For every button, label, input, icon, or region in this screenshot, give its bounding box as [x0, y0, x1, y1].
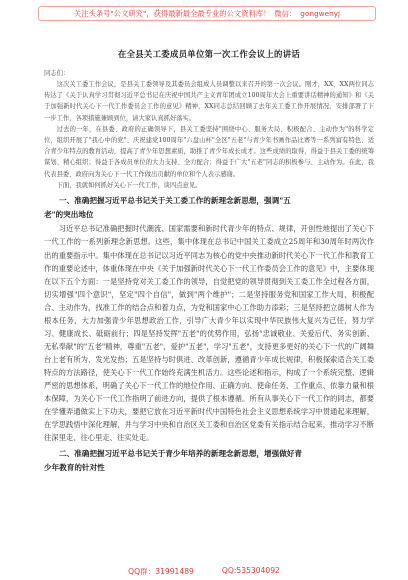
section-heading-2: 二、准确把握习近平总书记关于青少年培养的新理念新思想，增强做好青: [59, 449, 302, 459]
section-heading-1: 一、准确把握习近平总书记关于关工委工作的新理念新思想，强调"五: [59, 196, 291, 206]
paragraph-intro: 这次关工委工作会议，是县关工委领导及其委员会组成人员调整以来召开的第一次会议。刚才，XX、XX两位同志传达了《关于认真学习贯彻习近平总书记在庆祝中国共产主义青年团成立100周年大会上重要讲话精神的通知》和《关于加强新时代关心下一代工作委员会工作的意见》精神，XX同志总结回顾了去年关工委工作开展情况，安排部署了下一步工作，各项措施兼顾到位，请大家认真抓好落实。: [44, 81, 374, 122]
document-page: [44, 38, 374, 476]
paragraph-review: 过去的一年，在县委、政府的正确领导下，县关工委坚持"围绕中心、服务大局、积极配合、主动作为"的科学定位，组织开展了"我心中的党"、庆祝建党100周年"六盘山杯"全区"五老"与青少年书画作品比赛等一系列富有特色、适合青少年特点的教育活动，提高了青少年思想素质，助推了青少年成长成才。这些成绩的取得，得益于县关工委的统筹谋划、精心组织；得益于各成员单位的大力支持、全力配合；得益于广大"五老"同志的积极参与、主动作为。在此，我代表县委、政府向为关心下一代工作做出贡献的单位和个人表示感谢。: [44, 125, 374, 178]
qq-group: QQ群：31991489: [128, 567, 194, 576]
document-title: 在全县关工委成员单位第一次工作会议上的讲话: [117, 49, 301, 59]
qq-number: QQ:535304092: [221, 566, 280, 575]
greeting: 同志们：: [44, 70, 70, 77]
paragraph-transition: 下面，我就如何抓好关心下一代工作，谈四点意见。: [56, 181, 202, 189]
wechat-id: gongwenyj: [300, 9, 341, 18]
section-heading-2-cont: 少年教育的针对性: [44, 463, 105, 473]
contact-footer: [0, 566, 408, 577]
banner-text: 关注头条号"公文研究"，获得最新最全最专业的公文资料库！: [73, 8, 271, 18]
promo-banner: [38, 6, 376, 21]
section-heading-1-cont: 老"的突出地位: [44, 210, 94, 220]
section-body-1: 习近平总书记准确把握时代潮流、国家需要和新时代青少年的特点、规律，开创性地提出了关心下一代工作的一系列新理念新思想。这些，集中体现在总书记中国关工委成立25周年和30周年时两次作出的重要指示中。集中体现在总书记以习近平同志为核心的党中央推动新时代关心下一代工作和教育工作的重要论述中，体重体现在中央《关于加强新时代关心下一代工作委员会工作的意见》中，主要体现在以下五个方面：一是坚持党对关工委工作的领导，自觉把党的领导贯彻到关工委工作全过程各方面，切实增强"四个意识"，坚定"四个自信"，做到"两个维护"；二是坚持服务党和国家工作大局，积极配合、主动作为，找准工作的结合点和着力点，为党和国家中心工作助力添彩；三是坚持把立德树人作为根本任务，大力加强青少年思想政治工作，引导广大青少年以实现中华民族伟大复兴为己任，努力学习、健康成长、砥砺前行；四是坚持发挥"五老"的优势作用，弘扬"忠诚敬业、关爱后代、务实创新、无私奉献"的"五老"精神，尊重"五老"，爱护"五老"，学习"五老"，支持更多更好的关心下一代的广阔舞台上老有所为、发光发热；五是坚持与时俱进、改革创新，遵循青少年成长规律，积极探索适合关工委特点的方法路径，使关心下一代工作始终充满生机活力。这些论述和指示，构成了一个系统完整、逻辑严密的思想体系，明确了关心下一代工作的地位作用、正确方向、使命任务、工作重点、依靠力量和根本保障，为关心下一代工作指明了前进方向，提供了根本遵循。所有从事关心下一代工作的同志，都要在学懂弄通做实上下功夫，要把它放在习近平新时代中国特色社会主义思想系统学习中贯通起来理解，在学思践悟中深化理解，并与学习中央和自治区关工委和自治区党委有关指示结合起来，推动学习不断往深里走、往心里走、往实处走。: [44, 224, 374, 443]
wechat-label: 微信：: [274, 8, 297, 18]
